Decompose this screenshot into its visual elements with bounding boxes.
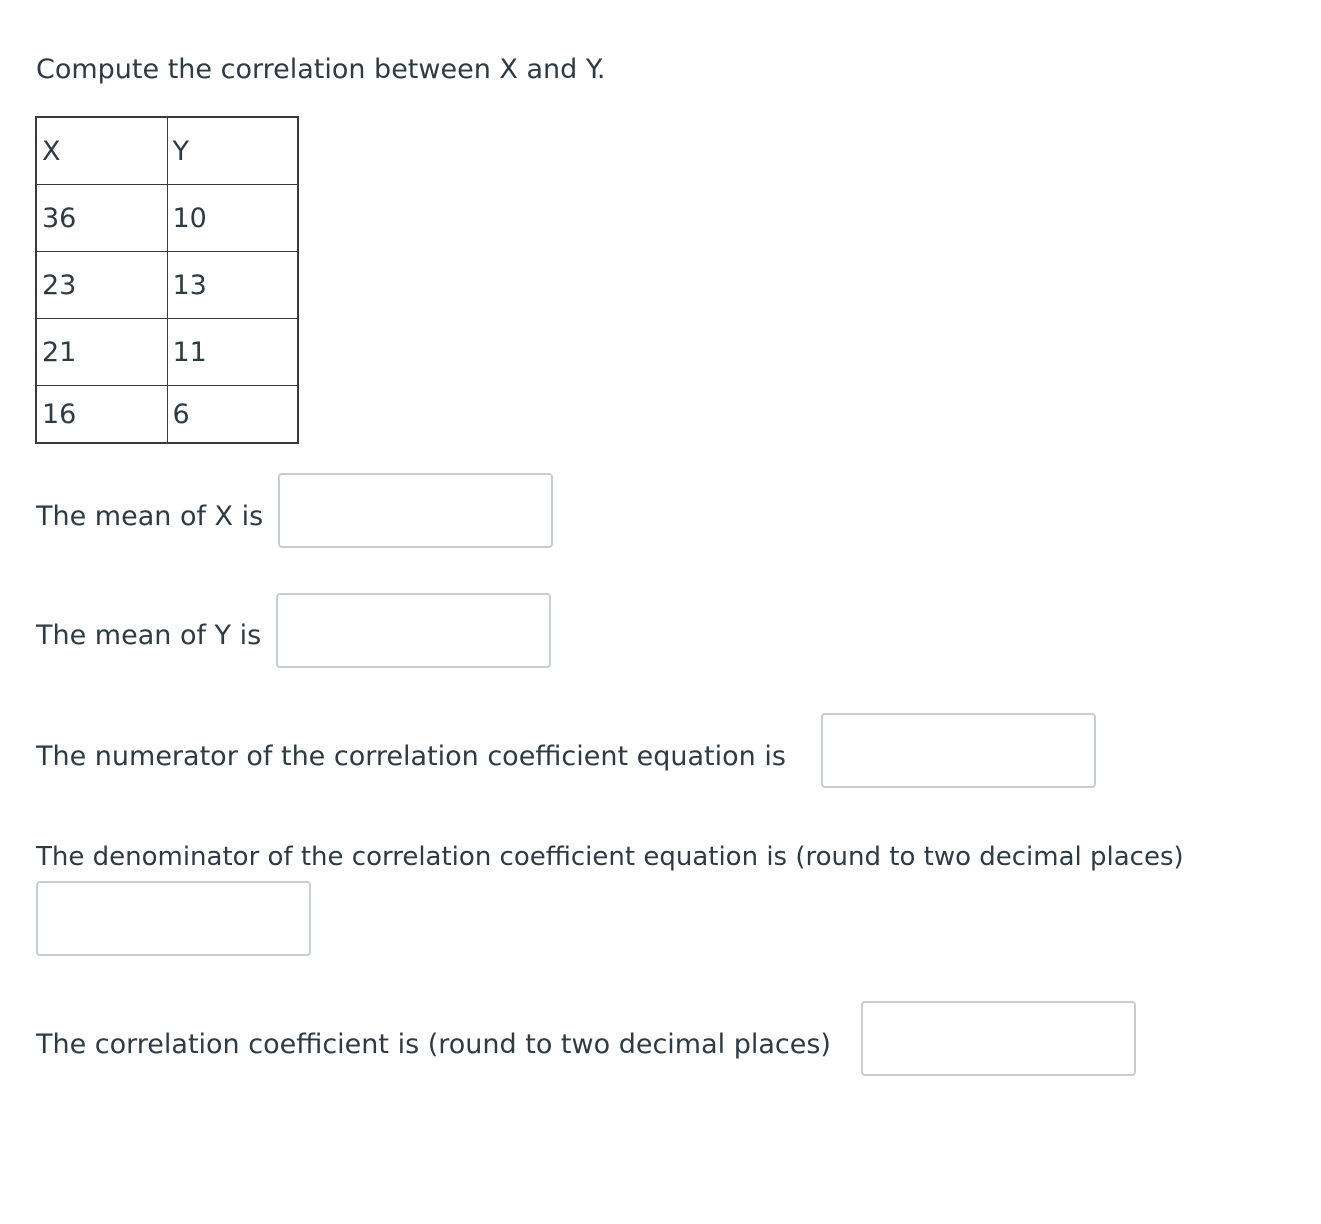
cell-y: 11 <box>167 319 298 386</box>
numerator-label: The numerator of the correlation coefficient equation is <box>36 741 786 772</box>
coefficient-input[interactable] <box>861 1001 1136 1076</box>
mean-x-input[interactable] <box>278 473 553 548</box>
header-x: X <box>36 117 167 185</box>
cell-y: 6 <box>167 386 298 444</box>
question-prompt: Compute the correlation between X and Y. <box>36 54 606 85</box>
denominator-input[interactable] <box>36 881 311 956</box>
coefficient-label: The correlation coefficient is (round to two decimal places) <box>36 1029 831 1060</box>
denominator-label: The denominator of the correlation coefficient equation is (round to two decimal places) <box>36 842 1184 872</box>
cell-x: 36 <box>36 185 167 252</box>
cell-y: 10 <box>167 185 298 252</box>
table-row <box>36 252 298 319</box>
mean-y-input[interactable] <box>276 593 551 668</box>
mean-y-label: The mean of Y is <box>36 620 262 651</box>
table-header-row <box>36 117 298 185</box>
header-y: Y <box>167 117 298 185</box>
data-table <box>35 116 299 444</box>
table-row <box>36 386 298 444</box>
numerator-input[interactable] <box>821 713 1096 788</box>
table-row <box>36 185 298 252</box>
cell-y: 13 <box>167 252 298 319</box>
cell-x: 21 <box>36 319 167 386</box>
cell-x: 23 <box>36 252 167 319</box>
table-row <box>36 319 298 386</box>
mean-x-label: The mean of X is <box>36 501 264 532</box>
cell-x: 16 <box>36 386 167 444</box>
